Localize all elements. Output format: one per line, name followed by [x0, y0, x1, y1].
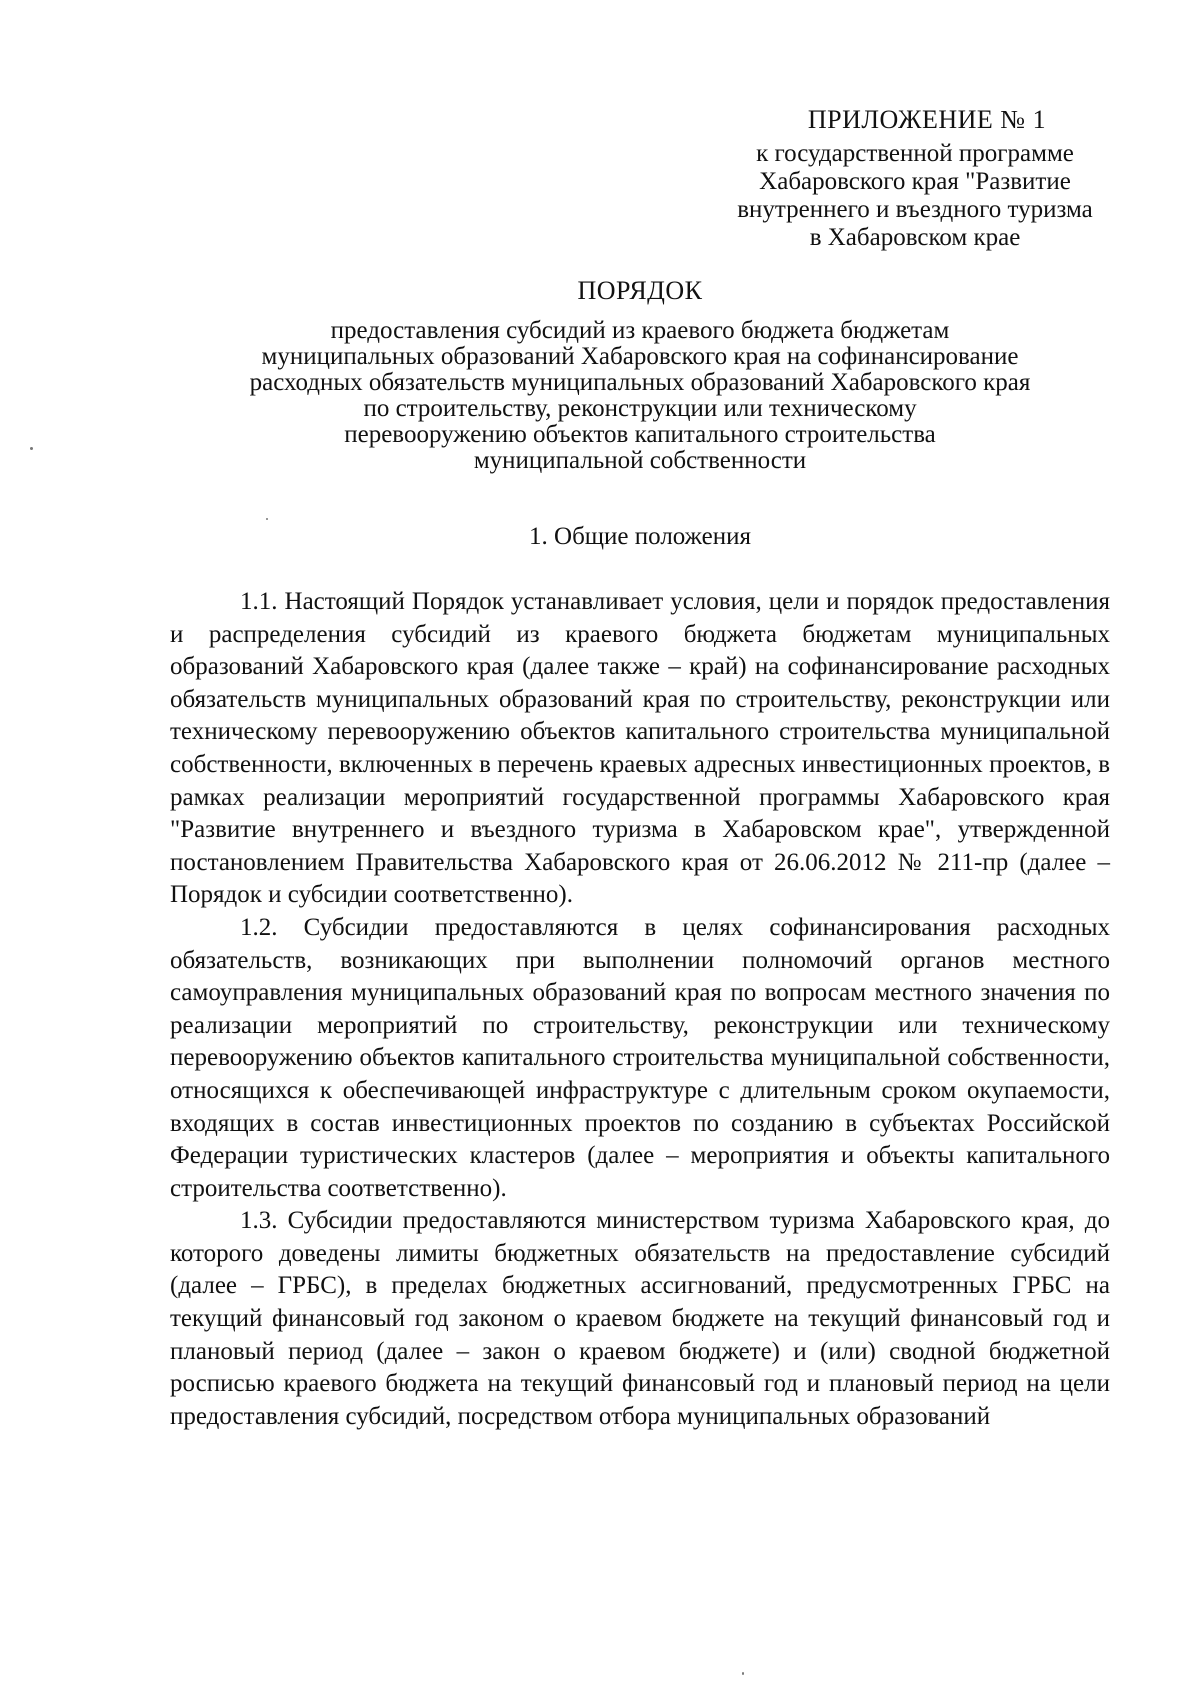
appendix-block [700, 106, 1130, 252]
scan-speck [30, 447, 33, 450]
paragraph-1-3: 1.3. Субсидии предоставляются министерством туризма Хабаровского края, до которого доведены лимиты бюджетных обязательств на предоставление субсидий (далее – ГРБС), в пределах бюджетных ассигнований, предусмотренных ГРБС на текущий финансовый год законом о краевом бюджете на текущий финансовый год и плановый период (далее – закон о краевом бюджете) и (или) сводной бюджетной росписью краевого бюджета на текущий финансовый год и плановый период на цели предоставления субсидий, посредством отбора муниципальных образований [170, 1207, 1110, 1430]
paragraph-1-2: 1.2. Субсидии предоставляются в целях софинансирования расходных обязательств, возникающих при выполнении полномочий органов местного самоуправления муниципальных образований края по вопросам местного значения по реализации мероприятий по строительству, реконструкции или техническому перевооружению объектов капитального строительства муниципальной собственности, относящихся к обеспечивающей инфраструктуре с длительным сроком окупаемости, входящих в состав инвестиционных проектов по созданию в субъектах Российской Федерации туристических кластеров (далее – мероприятия и объекты капитального строительства соответственно). [170, 913, 1110, 1202]
document-title: ПОРЯДОК [577, 276, 703, 305]
scan-speck [266, 518, 268, 520]
section-heading: 1. Общие положения [529, 523, 751, 550]
subtitle-line: расходных обязательств муниципальных образований Хабаровского края [249, 369, 1031, 396]
scan-speck [742, 1672, 744, 1675]
subtitle-line: муниципальных образований Хабаровского края на софинансирование [261, 343, 1019, 370]
subtitle-line: перевооружению объектов капитального строительства [344, 421, 936, 448]
appendix-line: внутреннего и въездного туризма [737, 196, 1093, 223]
document-body [170, 586, 1110, 1433]
document-subtitle [170, 318, 1110, 474]
appendix-heading: ПРИЛОЖЕНИЕ № 1 [807, 105, 1047, 134]
appendix-line: к государственной программе [756, 140, 1074, 167]
subtitle-line: по строительству, реконструкции или техническому [363, 395, 917, 422]
appendix-line: в Хабаровском крае [809, 224, 1021, 251]
paragraph-1-1: 1.1. Настоящий Порядок устанавливает условия, цели и порядок предоставления и распределения субсидий из краевого бюджета бюджетам муниципальных образований Хабаровского края (далее также – край) на софинансирование расходных обязательств муниципальных образований края по строительству, реконструкции или техническому перевооружению объектов капитального строительства муниципальной собственности, включенных в перечень краевых адресных инвестиционных проектов, в рамках реализации мероприятий государственной программы Хабаровского края "Развитие внутреннего и въездного туризма в Хабаровском крае", утвержденной постановлением Правительства Хабаровского края от 26.06.2012 № 211-пр (далее – Порядок и субсидии соответственно). [170, 588, 1110, 909]
subtitle-line: муниципальной собственности [473, 447, 807, 474]
appendix-line: Хабаровского края "Развитие [759, 168, 1071, 195]
subtitle-line: предоставления субсидий из краевого бюджета бюджетам [330, 317, 950, 344]
